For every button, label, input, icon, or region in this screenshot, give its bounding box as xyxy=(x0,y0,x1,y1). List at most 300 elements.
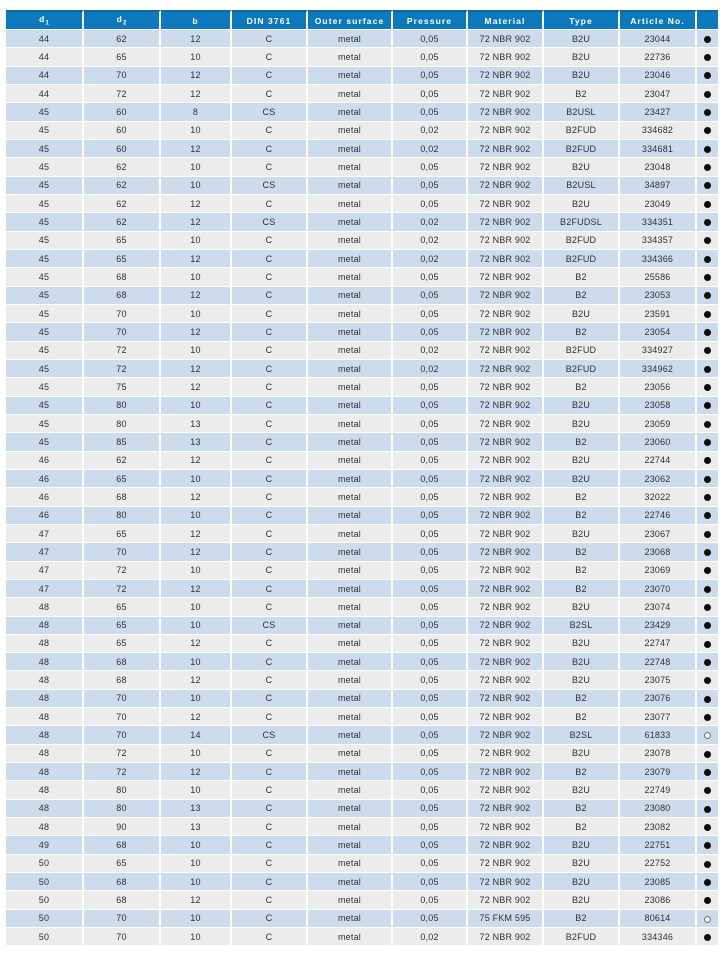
cell-din-3761: C xyxy=(232,708,308,726)
cell-availability xyxy=(697,103,718,121)
column-header-outer-surface xyxy=(308,10,393,30)
availability-filled-circle-icon xyxy=(704,457,711,464)
cell-b: 12 xyxy=(161,635,232,653)
availability-filled-circle-icon xyxy=(704,769,711,776)
column-header-label: Outer surface xyxy=(314,15,385,26)
cell-b: 10 xyxy=(161,873,232,891)
availability-filled-circle-icon xyxy=(704,641,711,648)
cell-availability xyxy=(697,323,718,341)
cell-din-3761: C xyxy=(232,928,308,946)
table-row xyxy=(6,378,718,396)
cell-outer-surface: metal xyxy=(308,891,393,909)
cell-d2: 65 xyxy=(84,598,161,616)
cell-type: B2U xyxy=(544,470,620,488)
cell-type: B2FUD xyxy=(544,360,620,378)
cell-material: 72 NBR 902 xyxy=(468,800,544,818)
cell-availability xyxy=(697,928,718,946)
cell-type: B2 xyxy=(544,580,620,598)
availability-filled-circle-icon xyxy=(704,494,711,501)
cell-d1: 45 xyxy=(6,323,84,341)
cell-d1: 48 xyxy=(6,763,84,781)
cell-material: 72 NBR 902 xyxy=(468,305,544,323)
availability-filled-circle-icon xyxy=(704,91,711,98)
cell-b: 10 xyxy=(161,855,232,873)
cell-d1: 48 xyxy=(6,818,84,836)
cell-type: B2 xyxy=(544,287,620,305)
table-row xyxy=(6,690,718,708)
cell-d2: 62 xyxy=(84,30,161,48)
cell-din-3761: C xyxy=(232,250,308,268)
cell-din-3761: C xyxy=(232,470,308,488)
cell-d2: 72 xyxy=(84,342,161,360)
cell-b: 12 xyxy=(161,580,232,598)
cell-material: 72 NBR 902 xyxy=(468,158,544,176)
cell-d2: 65 xyxy=(84,250,161,268)
cell-din-3761: CS xyxy=(232,617,308,635)
availability-filled-circle-icon xyxy=(704,219,711,226)
cell-d1: 45 xyxy=(6,213,84,231)
cell-article-no: 334351 xyxy=(620,213,697,231)
cell-d2: 72 xyxy=(84,745,161,763)
cell-din-3761: C xyxy=(232,287,308,305)
cell-din-3761: C xyxy=(232,690,308,708)
cell-material: 72 NBR 902 xyxy=(468,873,544,891)
table-row xyxy=(6,745,718,763)
cell-article-no: 25586 xyxy=(620,268,697,286)
cell-pressure: 0,05 xyxy=(393,818,468,836)
cell-d1: 45 xyxy=(6,378,84,396)
cell-material: 72 NBR 902 xyxy=(468,855,544,873)
cell-article-no: 22746 xyxy=(620,507,697,525)
cell-d2: 75 xyxy=(84,378,161,396)
cell-type: B2U xyxy=(544,745,620,763)
cell-material: 72 NBR 902 xyxy=(468,268,544,286)
table-row xyxy=(6,158,718,176)
cell-outer-surface: metal xyxy=(308,195,393,213)
cell-d1: 47 xyxy=(6,580,84,598)
availability-filled-circle-icon xyxy=(704,549,711,556)
cell-type: B2U xyxy=(544,781,620,799)
cell-material: 72 NBR 902 xyxy=(468,891,544,909)
cell-availability xyxy=(697,305,718,323)
cell-d2: 72 xyxy=(84,360,161,378)
cell-din-3761: C xyxy=(232,433,308,451)
cell-availability xyxy=(697,818,718,836)
cell-article-no: 23076 xyxy=(620,690,697,708)
cell-type: B2SL xyxy=(544,726,620,744)
cell-d1: 49 xyxy=(6,836,84,854)
cell-outer-surface: metal xyxy=(308,690,393,708)
availability-filled-circle-icon xyxy=(704,329,711,336)
cell-pressure: 0,05 xyxy=(393,910,468,928)
cell-type: B2FUD xyxy=(544,232,620,250)
cell-d2: 68 xyxy=(84,287,161,305)
table-row xyxy=(6,928,718,946)
table-row xyxy=(6,268,718,286)
availability-filled-circle-icon xyxy=(704,622,711,629)
cell-pressure: 0,05 xyxy=(393,67,468,85)
availability-filled-circle-icon xyxy=(704,182,711,189)
availability-filled-circle-icon xyxy=(704,787,711,794)
cell-outer-surface: metal xyxy=(308,250,393,268)
cell-b: 10 xyxy=(161,122,232,140)
cell-outer-surface: metal xyxy=(308,855,393,873)
cell-pressure: 0,05 xyxy=(393,580,468,598)
table-row xyxy=(6,891,718,909)
cell-type: B2U xyxy=(544,598,620,616)
cell-d2: 70 xyxy=(84,690,161,708)
availability-filled-circle-icon xyxy=(704,439,711,446)
cell-din-3761: C xyxy=(232,543,308,561)
cell-article-no: 23427 xyxy=(620,103,697,121)
cell-pressure: 0,05 xyxy=(393,873,468,891)
cell-article-no: 23059 xyxy=(620,415,697,433)
cell-pressure: 0,05 xyxy=(393,891,468,909)
table-row xyxy=(6,232,718,250)
table-row xyxy=(6,342,718,360)
column-header-b xyxy=(161,10,232,30)
cell-article-no: 22749 xyxy=(620,781,697,799)
cell-article-no: 23047 xyxy=(620,85,697,103)
cell-article-no: 23075 xyxy=(620,671,697,689)
availability-filled-circle-icon xyxy=(704,292,711,299)
cell-material: 72 NBR 902 xyxy=(468,708,544,726)
cell-d2: 60 xyxy=(84,103,161,121)
cell-material: 72 NBR 902 xyxy=(468,287,544,305)
cell-pressure: 0,05 xyxy=(393,470,468,488)
cell-article-no: 23078 xyxy=(620,745,697,763)
cell-material: 72 NBR 902 xyxy=(468,85,544,103)
cell-d1: 45 xyxy=(6,415,84,433)
cell-d1: 48 xyxy=(6,598,84,616)
column-header-din-3761 xyxy=(232,10,308,30)
cell-material: 72 NBR 902 xyxy=(468,195,544,213)
cell-material: 72 NBR 902 xyxy=(468,250,544,268)
cell-outer-surface: metal xyxy=(308,470,393,488)
table-row xyxy=(6,30,718,48)
column-header-d2 xyxy=(84,10,161,30)
cell-outer-surface: metal xyxy=(308,781,393,799)
table-row xyxy=(6,323,718,341)
table-row xyxy=(6,617,718,635)
cell-b: 10 xyxy=(161,268,232,286)
table-row xyxy=(6,763,718,781)
cell-d1: 45 xyxy=(6,305,84,323)
cell-din-3761: C xyxy=(232,635,308,653)
cell-din-3761: C xyxy=(232,800,308,818)
cell-pressure: 0,05 xyxy=(393,30,468,48)
column-header-label: Material xyxy=(484,15,526,26)
cell-d2: 70 xyxy=(84,708,161,726)
cell-din-3761: C xyxy=(232,67,308,85)
cell-din-3761: C xyxy=(232,195,308,213)
cell-availability xyxy=(697,232,718,250)
cell-d2: 62 xyxy=(84,158,161,176)
cell-article-no: 23079 xyxy=(620,763,697,781)
cell-d1: 45 xyxy=(6,268,84,286)
cell-availability xyxy=(697,708,718,726)
cell-availability xyxy=(697,48,718,66)
cell-pressure: 0,05 xyxy=(393,305,468,323)
cell-d1: 44 xyxy=(6,85,84,103)
cell-article-no: 61833 xyxy=(620,726,697,744)
cell-availability xyxy=(697,690,718,708)
cell-article-no: 23070 xyxy=(620,580,697,598)
cell-type: B2U xyxy=(544,525,620,543)
cell-availability xyxy=(697,726,718,744)
cell-availability xyxy=(697,635,718,653)
cell-pressure: 0,02 xyxy=(393,140,468,158)
availability-filled-circle-icon xyxy=(704,861,711,868)
cell-type: B2 xyxy=(544,507,620,525)
cell-outer-surface: metal xyxy=(308,48,393,66)
cell-outer-surface: metal xyxy=(308,836,393,854)
column-header-label: b xyxy=(192,15,199,26)
availability-filled-circle-icon xyxy=(704,586,711,593)
cell-b: 12 xyxy=(161,30,232,48)
cell-article-no: 22747 xyxy=(620,635,697,653)
cell-type: B2USL xyxy=(544,177,620,195)
cell-article-no: 23069 xyxy=(620,562,697,580)
cell-pressure: 0,05 xyxy=(393,562,468,580)
cell-b: 13 xyxy=(161,818,232,836)
cell-material: 72 NBR 902 xyxy=(468,342,544,360)
cell-availability xyxy=(697,452,718,470)
column-header-d1 xyxy=(6,10,84,30)
availability-filled-circle-icon xyxy=(704,751,711,758)
cell-din-3761: C xyxy=(232,507,308,525)
cell-article-no: 23062 xyxy=(620,470,697,488)
cell-b: 10 xyxy=(161,781,232,799)
cell-din-3761: C xyxy=(232,580,308,598)
cell-d2: 80 xyxy=(84,397,161,415)
cell-outer-surface: metal xyxy=(308,415,393,433)
availability-filled-circle-icon xyxy=(704,824,711,831)
cell-pressure: 0,05 xyxy=(393,415,468,433)
cell-d1: 45 xyxy=(6,250,84,268)
cell-pressure: 0,05 xyxy=(393,158,468,176)
availability-filled-circle-icon xyxy=(704,237,711,244)
cell-d2: 62 xyxy=(84,213,161,231)
cell-article-no: 23054 xyxy=(620,323,697,341)
cell-pressure: 0,05 xyxy=(393,195,468,213)
cell-pressure: 0,05 xyxy=(393,781,468,799)
cell-material: 72 NBR 902 xyxy=(468,415,544,433)
cell-din-3761: C xyxy=(232,910,308,928)
cell-d1: 50 xyxy=(6,891,84,909)
cell-material: 72 NBR 902 xyxy=(468,48,544,66)
cell-material: 72 NBR 902 xyxy=(468,671,544,689)
cell-d2: 65 xyxy=(84,635,161,653)
cell-availability xyxy=(697,562,718,580)
cell-d2: 60 xyxy=(84,140,161,158)
cell-article-no: 22736 xyxy=(620,48,697,66)
table-row xyxy=(6,103,718,121)
cell-d1: 50 xyxy=(6,928,84,946)
cell-din-3761: C xyxy=(232,232,308,250)
cell-d2: 72 xyxy=(84,763,161,781)
cell-din-3761: C xyxy=(232,323,308,341)
cell-outer-surface: metal xyxy=(308,708,393,726)
cell-article-no: 334366 xyxy=(620,250,697,268)
availability-filled-circle-icon xyxy=(704,72,711,79)
cell-b: 13 xyxy=(161,433,232,451)
cell-b: 10 xyxy=(161,690,232,708)
cell-d2: 65 xyxy=(84,855,161,873)
cell-outer-surface: metal xyxy=(308,342,393,360)
cell-pressure: 0,05 xyxy=(393,323,468,341)
cell-din-3761: C xyxy=(232,397,308,415)
table-row xyxy=(6,122,718,140)
cell-availability xyxy=(697,378,718,396)
cell-article-no: 23060 xyxy=(620,433,697,451)
cell-d1: 50 xyxy=(6,855,84,873)
cell-pressure: 0,05 xyxy=(393,800,468,818)
cell-type: B2U xyxy=(544,653,620,671)
cell-d1: 45 xyxy=(6,232,84,250)
column-header-label: Pressure xyxy=(406,15,453,26)
cell-pressure: 0,05 xyxy=(393,177,468,195)
cell-material: 72 NBR 902 xyxy=(468,452,544,470)
cell-pressure: 0,02 xyxy=(393,250,468,268)
column-header-label: DIN 3761 xyxy=(246,15,292,26)
cell-type: B2 xyxy=(544,818,620,836)
cell-din-3761: C xyxy=(232,598,308,616)
cell-outer-surface: metal xyxy=(308,910,393,928)
cell-material: 72 NBR 902 xyxy=(468,470,544,488)
cell-availability xyxy=(697,855,718,873)
availability-filled-circle-icon xyxy=(704,512,711,519)
cell-material: 72 NBR 902 xyxy=(468,213,544,231)
availability-filled-circle-icon xyxy=(704,604,711,611)
cell-article-no: 334927 xyxy=(620,342,697,360)
cell-type: B2FUD xyxy=(544,122,620,140)
cell-availability xyxy=(697,580,718,598)
availability-filled-circle-icon xyxy=(704,677,711,684)
cell-type: B2FUD xyxy=(544,250,620,268)
cell-availability xyxy=(697,195,718,213)
cell-pressure: 0,05 xyxy=(393,525,468,543)
cell-b: 10 xyxy=(161,653,232,671)
cell-d2: 72 xyxy=(84,85,161,103)
table-header-row xyxy=(6,10,718,30)
cell-type: B2 xyxy=(544,268,620,286)
cell-b: 12 xyxy=(161,250,232,268)
cell-d2: 60 xyxy=(84,122,161,140)
table-row xyxy=(6,580,718,598)
cell-article-no: 22751 xyxy=(620,836,697,854)
table-row xyxy=(6,433,718,451)
cell-din-3761: C xyxy=(232,562,308,580)
table-row xyxy=(6,910,718,928)
cell-d2: 65 xyxy=(84,525,161,543)
availability-filled-circle-icon xyxy=(704,366,711,373)
cell-article-no: 23053 xyxy=(620,287,697,305)
cell-material: 72 NBR 902 xyxy=(468,397,544,415)
cell-b: 12 xyxy=(161,891,232,909)
cell-pressure: 0,02 xyxy=(393,213,468,231)
cell-availability xyxy=(697,781,718,799)
cell-d2: 80 xyxy=(84,800,161,818)
cell-availability xyxy=(697,525,718,543)
cell-b: 12 xyxy=(161,213,232,231)
cell-availability xyxy=(697,250,718,268)
availability-filled-circle-icon xyxy=(704,36,711,43)
table-row xyxy=(6,836,718,854)
cell-b: 10 xyxy=(161,158,232,176)
cell-availability xyxy=(697,653,718,671)
column-header-label: d xyxy=(39,14,46,25)
cell-article-no: 22752 xyxy=(620,855,697,873)
cell-din-3761: C xyxy=(232,85,308,103)
cell-article-no: 23591 xyxy=(620,305,697,323)
table-row xyxy=(6,671,718,689)
cell-d1: 45 xyxy=(6,122,84,140)
cell-outer-surface: metal xyxy=(308,30,393,48)
cell-din-3761: C xyxy=(232,305,308,323)
cell-outer-surface: metal xyxy=(308,232,393,250)
cell-type: B2 xyxy=(544,763,620,781)
cell-d1: 45 xyxy=(6,360,84,378)
cell-d2: 72 xyxy=(84,580,161,598)
cell-b: 12 xyxy=(161,85,232,103)
cell-d1: 46 xyxy=(6,507,84,525)
cell-availability xyxy=(697,470,718,488)
cell-type: B2 xyxy=(544,378,620,396)
cell-pressure: 0,05 xyxy=(393,690,468,708)
cell-d2: 72 xyxy=(84,562,161,580)
cell-outer-surface: metal xyxy=(308,763,393,781)
cell-outer-surface: metal xyxy=(308,562,393,580)
cell-outer-surface: metal xyxy=(308,928,393,946)
availability-filled-circle-icon xyxy=(704,402,711,409)
cell-din-3761: C xyxy=(232,342,308,360)
cell-type: B2 xyxy=(544,800,620,818)
cell-availability xyxy=(697,140,718,158)
cell-type: B2U xyxy=(544,415,620,433)
cell-b: 10 xyxy=(161,177,232,195)
cell-b: 12 xyxy=(161,763,232,781)
cell-d1: 46 xyxy=(6,452,84,470)
cell-din-3761: C xyxy=(232,360,308,378)
cell-din-3761: C xyxy=(232,745,308,763)
cell-type: B2U xyxy=(544,67,620,85)
cell-article-no: 23077 xyxy=(620,708,697,726)
cell-d1: 48 xyxy=(6,726,84,744)
cell-outer-surface: metal xyxy=(308,158,393,176)
cell-article-no: 23046 xyxy=(620,67,697,85)
cell-outer-surface: metal xyxy=(308,488,393,506)
cell-d1: 45 xyxy=(6,342,84,360)
cell-b: 10 xyxy=(161,617,232,635)
cell-pressure: 0,05 xyxy=(393,855,468,873)
cell-b: 12 xyxy=(161,287,232,305)
cell-pressure: 0,05 xyxy=(393,671,468,689)
cell-availability xyxy=(697,507,718,525)
cell-b: 10 xyxy=(161,305,232,323)
cell-pressure: 0,05 xyxy=(393,433,468,451)
cell-din-3761: C xyxy=(232,781,308,799)
cell-b: 10 xyxy=(161,342,232,360)
cell-pressure: 0,02 xyxy=(393,232,468,250)
availability-filled-circle-icon xyxy=(704,567,711,574)
cell-type: B2 xyxy=(544,433,620,451)
cell-availability xyxy=(697,488,718,506)
cell-d1: 50 xyxy=(6,873,84,891)
column-header-material xyxy=(468,10,544,30)
availability-open-circle-icon xyxy=(704,732,711,739)
cell-availability xyxy=(697,397,718,415)
